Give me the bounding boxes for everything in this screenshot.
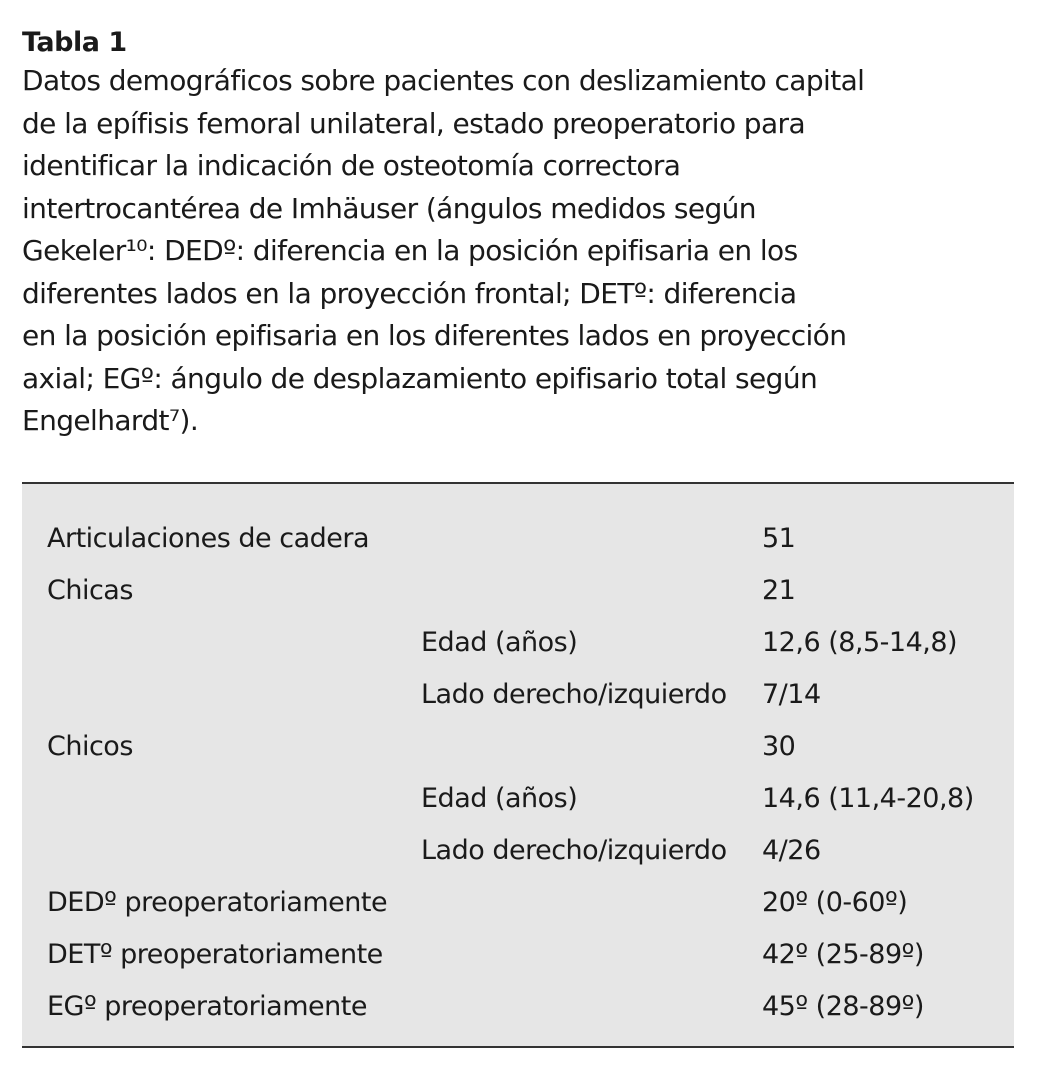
- table-caption: [22, 26, 1017, 443]
- table-row: [22, 669, 1014, 721]
- table-row: [22, 565, 1014, 617]
- row-sublabel: Edad (años): [421, 627, 578, 658]
- table-row: [22, 877, 1014, 929]
- caption-line: de la epífisis femoral unilateral, estado preoperatorio para: [22, 106, 806, 140]
- row-value: 14,6 (11,4-20,8): [762, 783, 974, 814]
- table-row: [22, 981, 1014, 1033]
- row-label: Articulaciones de cadera: [47, 523, 370, 554]
- row-value: 12,6 (8,5-14,8): [762, 627, 958, 658]
- table-row: [22, 617, 1014, 669]
- caption-line: Datos demográficos sobre pacientes con deslizamiento capital: [22, 64, 865, 97]
- row-label: DEDº preoperatoriamente: [47, 887, 388, 918]
- table-row: [22, 773, 1014, 825]
- caption-line: diferentes lados en la proyección frontal; DETº: diferencia: [22, 276, 797, 310]
- row-value: 45º (28-89º): [762, 991, 924, 1022]
- caption-line: Engelhardt⁷).: [22, 404, 199, 437]
- table-row: [22, 721, 1014, 773]
- row-value: 4/26: [762, 835, 821, 866]
- row-value: 7/14: [762, 679, 821, 710]
- table-row: [22, 929, 1014, 981]
- data-table: [22, 482, 1014, 1048]
- row-value: 20º (0-60º): [762, 887, 908, 918]
- row-label: Chicas: [47, 575, 133, 606]
- table-row: [22, 825, 1014, 877]
- caption-line: intertrocantérea de Imhäuser (ángulos medidos según: [22, 191, 756, 225]
- row-label: Chicos: [47, 731, 133, 762]
- row-value: 42º (25-89º): [762, 939, 924, 970]
- caption-line: axial; EGº: ángulo de desplazamiento epifisario total según: [22, 361, 818, 395]
- table-description: [22, 60, 1017, 443]
- table-title: Tabla 1: [22, 27, 127, 58]
- caption-line: Gekeler¹⁰: DEDº: diferencia en la posición epifisaria en los: [22, 234, 798, 267]
- row-value: 51: [762, 523, 796, 554]
- row-value: 30: [762, 731, 796, 762]
- row-label: DETº preoperatoriamente: [47, 939, 383, 970]
- row-sublabel: Lado derecho/izquierdo: [421, 679, 727, 710]
- table-row: [22, 513, 1014, 565]
- caption-line: en la posición epifisaria en los diferentes lados en proyección: [22, 319, 847, 352]
- row-label: EGº preoperatoriamente: [47, 991, 367, 1022]
- row-value: 21: [762, 575, 796, 606]
- row-sublabel: Lado derecho/izquierdo: [421, 835, 727, 866]
- row-sublabel: Edad (años): [421, 783, 578, 814]
- caption-line: identificar la indicación de osteotomía correctora: [22, 149, 681, 182]
